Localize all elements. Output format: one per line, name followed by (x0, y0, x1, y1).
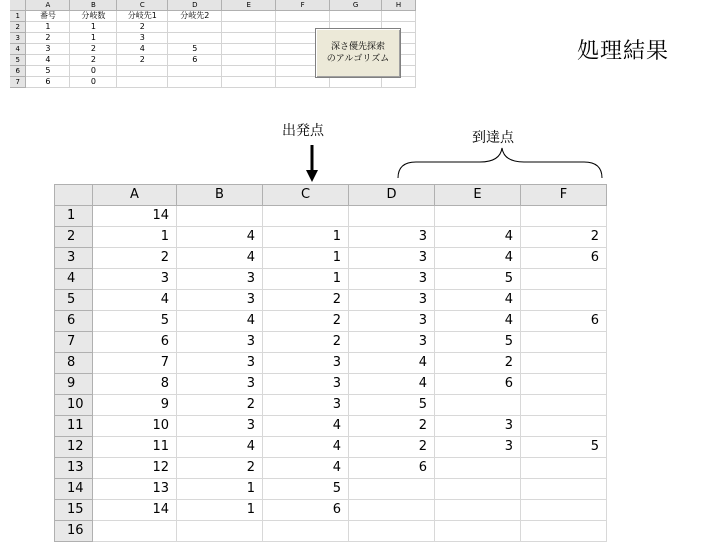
table-row (55, 458, 607, 479)
cell-b8[interactable]: 3 (177, 353, 263, 374)
table-row (55, 248, 607, 269)
cell-b4[interactable]: 3 (177, 269, 263, 290)
column-header-c[interactable]: C (117, 0, 168, 11)
down-arrow-icon (306, 145, 318, 182)
cell-d16[interactable] (349, 521, 435, 542)
cell-e11[interactable]: 3 (435, 416, 521, 437)
row-header[interactable]: 16 (55, 521, 93, 542)
cell-c14[interactable]: 5 (263, 479, 349, 500)
cell-c6[interactable]: 2 (263, 311, 349, 332)
row-header[interactable]: 14 (55, 479, 93, 500)
column-header-b[interactable]: B (177, 185, 263, 206)
cell-b6[interactable]: 0 (70, 66, 117, 77)
cell-a7[interactable]: 6 (26, 77, 70, 88)
row-header[interactable]: 8 (55, 353, 93, 374)
cell-c15[interactable]: 6 (263, 500, 349, 521)
cell-a2[interactable]: 1 (26, 22, 70, 33)
cell-f13[interactable] (521, 458, 607, 479)
table-row (55, 500, 607, 521)
cell-a10[interactable]: 9 (93, 395, 177, 416)
column-header-d[interactable]: D (349, 185, 435, 206)
cell-c4[interactable]: 1 (263, 269, 349, 290)
cell-f2[interactable]: 2 (521, 227, 607, 248)
row-header[interactable]: 2 (10, 22, 26, 33)
table-row (55, 521, 607, 542)
column-header-a[interactable]: A (26, 0, 70, 11)
row-header[interactable]: 10 (55, 395, 93, 416)
cell-c2[interactable]: 2 (117, 22, 168, 33)
cell-b6[interactable]: 4 (177, 311, 263, 332)
cell-e15[interactable] (435, 500, 521, 521)
cell-b14[interactable]: 1 (177, 479, 263, 500)
row-header[interactable]: 6 (55, 311, 93, 332)
column-header-d[interactable]: D (168, 0, 222, 11)
cell-b3[interactable]: 1 (70, 33, 117, 44)
row-header[interactable]: 13 (55, 458, 93, 479)
end-point-label: 到達点 (472, 130, 514, 146)
cell-d5[interactable]: 6 (168, 55, 222, 66)
column-header-e[interactable]: E (222, 0, 276, 11)
cell-f9[interactable] (521, 374, 607, 395)
cell-c4[interactable]: 4 (117, 44, 168, 55)
cell-f16[interactable] (521, 521, 607, 542)
cell-a6[interactable]: 5 (93, 311, 177, 332)
cell-e6[interactable]: 4 (435, 311, 521, 332)
cell-b2[interactable]: 4 (177, 227, 263, 248)
table-row (55, 269, 607, 290)
column-header-a[interactable]: A (93, 185, 177, 206)
cell-e16[interactable] (435, 521, 521, 542)
cell-a4[interactable]: 3 (93, 269, 177, 290)
cell-f10[interactable] (521, 395, 607, 416)
column-header-b[interactable]: B (70, 0, 117, 11)
cell-b1[interactable] (177, 206, 263, 227)
cell-e7[interactable]: 5 (435, 332, 521, 353)
cell-d4[interactable]: 3 (349, 269, 435, 290)
cell-b11[interactable]: 3 (177, 416, 263, 437)
cell-a2[interactable]: 1 (93, 227, 177, 248)
cell-f7[interactable] (521, 332, 607, 353)
column-header-g[interactable]: G (330, 0, 382, 11)
cell-a5[interactable]: 4 (26, 55, 70, 66)
cell-d3[interactable]: 3 (349, 248, 435, 269)
cell-f6[interactable]: 6 (521, 311, 607, 332)
cell-c16[interactable] (263, 521, 349, 542)
cell-a11[interactable]: 10 (93, 416, 177, 437)
row-header[interactable]: 7 (10, 77, 26, 88)
cell-d11[interactable]: 2 (349, 416, 435, 437)
cell-d4[interactable]: 5 (168, 44, 222, 55)
cell-b2[interactable]: 1 (70, 22, 117, 33)
column-header-c[interactable]: C (263, 185, 349, 206)
row-header[interactable]: 3 (55, 248, 93, 269)
cell-d12[interactable]: 2 (349, 437, 435, 458)
cell-e10[interactable] (435, 395, 521, 416)
cell-a1[interactable]: 番号 (26, 11, 70, 22)
cell-e4[interactable]: 5 (435, 269, 521, 290)
table-row (55, 227, 607, 248)
cell-e13[interactable] (435, 458, 521, 479)
cell-e12[interactable]: 3 (435, 437, 521, 458)
cell-c3[interactable]: 1 (263, 248, 349, 269)
cell-c3[interactable]: 3 (117, 33, 168, 44)
row-header[interactable]: 4 (55, 269, 93, 290)
row-header[interactable]: 5 (10, 55, 26, 66)
cell-a8[interactable]: 7 (93, 353, 177, 374)
column-header-f[interactable]: F (521, 185, 607, 206)
cell-b7[interactable]: 3 (177, 332, 263, 353)
button-label-line2: のアルゴリズム (326, 54, 390, 64)
cell-e5[interactable]: 4 (435, 290, 521, 311)
row-header[interactable]: 12 (55, 437, 93, 458)
button-label-line1: 深さ優先探索 (330, 42, 385, 52)
cell-b5[interactable]: 2 (70, 55, 117, 66)
cell-e9[interactable]: 6 (435, 374, 521, 395)
cell-f12[interactable]: 5 (521, 437, 607, 458)
cell-f4[interactable] (521, 269, 607, 290)
cell-a5[interactable]: 4 (93, 290, 177, 311)
cell-f3[interactable]: 6 (521, 248, 607, 269)
cell-a14[interactable]: 13 (93, 479, 177, 500)
column-header-f[interactable]: F (276, 0, 330, 11)
cell-f5[interactable] (521, 290, 607, 311)
cell-d15[interactable] (349, 500, 435, 521)
cell-b15[interactable]: 1 (177, 500, 263, 521)
column-header-e[interactable]: E (435, 185, 521, 206)
cell-d7[interactable]: 3 (349, 332, 435, 353)
cell-d1[interactable]: 分岐先2 (168, 11, 222, 22)
cell-c13[interactable]: 4 (263, 458, 349, 479)
row-header[interactable]: 9 (55, 374, 93, 395)
cell-c12[interactable]: 4 (263, 437, 349, 458)
row-header[interactable]: 15 (55, 500, 93, 521)
table-row (55, 353, 607, 374)
column-header-row (55, 185, 607, 206)
cell-b4[interactable]: 2 (70, 44, 117, 55)
cell-b16[interactable] (177, 521, 263, 542)
curly-brace-icon (398, 148, 602, 178)
cell-e2[interactable]: 4 (435, 227, 521, 248)
cell-d9[interactable]: 4 (349, 374, 435, 395)
cell-c7[interactable]: 2 (263, 332, 349, 353)
cell-a13[interactable]: 12 (93, 458, 177, 479)
cell-e1[interactable] (435, 206, 521, 227)
table-row (55, 479, 607, 500)
cell-f1[interactable] (521, 206, 607, 227)
cell-e3[interactable]: 4 (435, 248, 521, 269)
cell-d8[interactable]: 4 (349, 353, 435, 374)
cell-d10[interactable]: 5 (349, 395, 435, 416)
cell-c2[interactable]: 1 (263, 227, 349, 248)
table-row (55, 395, 607, 416)
table-row (55, 332, 607, 353)
cell-f14[interactable] (521, 479, 607, 500)
table-row (55, 416, 607, 437)
row-header[interactable]: 7 (55, 332, 93, 353)
cell-c5[interactable]: 2 (117, 55, 168, 66)
row-header[interactable]: 2 (55, 227, 93, 248)
cell-b13[interactable]: 2 (177, 458, 263, 479)
start-point-label: 出発点 (282, 123, 324, 139)
result-sheet-grid (54, 184, 607, 542)
cell-b5[interactable]: 3 (177, 290, 263, 311)
cell-b1[interactable]: 分岐数 (70, 11, 117, 22)
table-row (55, 311, 607, 332)
cell-c5[interactable]: 2 (263, 290, 349, 311)
table-row (55, 374, 607, 395)
page-title: 処理結果 (577, 39, 670, 64)
cell-d6[interactable]: 3 (349, 311, 435, 332)
cell-c8[interactable]: 3 (263, 353, 349, 374)
cell-a7[interactable]: 6 (93, 332, 177, 353)
cell-c1[interactable] (263, 206, 349, 227)
cell-a16[interactable] (93, 521, 177, 542)
cell-d13[interactable]: 6 (349, 458, 435, 479)
select-all-corner[interactable] (55, 185, 93, 206)
cell-d1[interactable] (349, 206, 435, 227)
cell-d5[interactable]: 3 (349, 290, 435, 311)
cell-b7[interactable]: 0 (70, 77, 117, 88)
row-header[interactable]: 3 (10, 33, 26, 44)
cell-b9[interactable]: 3 (177, 374, 263, 395)
cell-a15[interactable]: 14 (93, 500, 177, 521)
column-header-h[interactable]: H (381, 0, 415, 11)
cell-e14[interactable] (435, 479, 521, 500)
row-header[interactable]: 1 (10, 11, 26, 22)
cell-d2[interactable]: 3 (349, 227, 435, 248)
cell-c1[interactable]: 分岐先1 (117, 11, 168, 22)
cell-c11[interactable]: 4 (263, 416, 349, 437)
row-header[interactable]: 4 (10, 44, 26, 55)
cell-b10[interactable]: 2 (177, 395, 263, 416)
cell-f8[interactable] (521, 353, 607, 374)
cell-c10[interactable]: 3 (263, 395, 349, 416)
cell-b3[interactable]: 4 (177, 248, 263, 269)
cell-a3[interactable]: 2 (93, 248, 177, 269)
cell-c9[interactable]: 3 (263, 374, 349, 395)
cell-a12[interactable]: 11 (93, 437, 177, 458)
table-row (55, 437, 607, 458)
row-header[interactable]: 5 (55, 290, 93, 311)
result-spreadsheet (54, 184, 607, 538)
cell-a3[interactable]: 2 (26, 33, 70, 44)
cell-b12[interactable]: 4 (177, 437, 263, 458)
cell-d14[interactable] (349, 479, 435, 500)
cell-a1[interactable]: 14 (93, 206, 177, 227)
row-header[interactable]: 6 (10, 66, 26, 77)
cell-e8[interactable]: 2 (435, 353, 521, 374)
table-row (55, 290, 607, 311)
cell-a9[interactable]: 8 (93, 374, 177, 395)
cell-a4[interactable]: 3 (26, 44, 70, 55)
cell-f11[interactable] (521, 416, 607, 437)
row-header[interactable]: 1 (55, 206, 93, 227)
cell-f15[interactable] (521, 500, 607, 521)
table-row (55, 206, 607, 227)
row-header[interactable]: 11 (55, 416, 93, 437)
cell-a6[interactable]: 5 (26, 66, 70, 77)
